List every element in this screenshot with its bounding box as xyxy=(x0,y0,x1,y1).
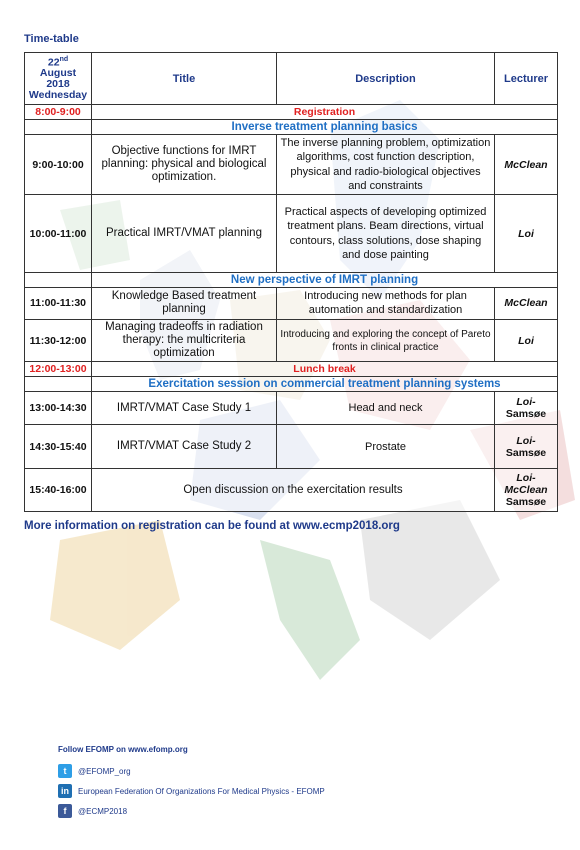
session-title: Objective functions for IMRT planning: physical and biological optimization. xyxy=(92,135,277,195)
session-lecturer: McClean xyxy=(495,135,558,195)
footer xyxy=(58,742,325,822)
linkedin-icon: in xyxy=(58,784,72,798)
section-heading: Exercitation session on commercial treatment planning systems xyxy=(92,377,558,392)
table-row xyxy=(25,425,558,469)
session-description: Prostate xyxy=(277,425,495,469)
follow-link[interactable]: Follow EFOMP on www.efomp.org xyxy=(58,744,188,754)
timetable xyxy=(24,52,558,512)
table-row xyxy=(25,362,558,377)
table-row xyxy=(25,392,558,425)
table-row xyxy=(25,288,558,320)
session-description: Practical aspects of developing optimized treatment plans. Beam directions, virtual contours, class solutions, dose shaping and dose painting xyxy=(277,195,495,273)
session-title: Practical IMRT/VMAT planning xyxy=(92,195,277,273)
twitter-link[interactable] xyxy=(58,762,325,780)
session-lecturer: Loi xyxy=(495,195,558,273)
session-time: 11:30-12:00 xyxy=(25,319,92,362)
session-lecturer: Loi- Samsøe xyxy=(495,392,558,425)
section-row xyxy=(25,120,558,135)
session-time: 10:00-11:00 xyxy=(25,195,92,273)
session-lecturer: Loi- Samsøe xyxy=(495,425,558,469)
header-description: Description xyxy=(277,53,495,105)
facebook-icon: f xyxy=(58,804,72,818)
session-time: 14:30-15:40 xyxy=(25,425,92,469)
table-row xyxy=(25,195,558,273)
table-row xyxy=(25,319,558,362)
twitter-handle: @EFOMP_org xyxy=(78,766,131,776)
session-time: 9:00-10:00 xyxy=(25,135,92,195)
twitter-icon: t xyxy=(58,764,72,778)
table-row xyxy=(25,105,558,120)
session-title: IMRT/VMAT Case Study 1 xyxy=(92,392,277,425)
facebook-link[interactable] xyxy=(58,802,325,820)
header-title: Title xyxy=(92,53,277,105)
facebook-handle: @ECMP2018 xyxy=(78,806,128,816)
header-date: 22nd August 2018 Wednesday xyxy=(25,53,92,105)
session-title: Managing tradeoffs in radiation therapy: the multicriteria optimization xyxy=(92,319,277,362)
session-lecturer: McClean xyxy=(495,288,558,320)
registration-label: Registration xyxy=(92,105,558,120)
linkedin-link[interactable] xyxy=(58,782,325,800)
session-description: The inverse planning problem, optimization algorithms, cost function description, physical and radio-biological objectives and constraints xyxy=(277,135,495,195)
linkedin-name: European Federation Of Organizations For Medical Physics - EFOMP xyxy=(78,786,325,796)
session-time: 11:00-11:30 xyxy=(25,288,92,320)
table-row xyxy=(25,135,558,195)
session-lecturer: Loi xyxy=(495,319,558,362)
registration-info: More information on registration can be found at www.ecmp2018.org xyxy=(24,520,400,532)
lunch-label: Lunch break xyxy=(92,362,558,377)
section-row xyxy=(25,273,558,288)
session-time: 13:00-14:30 xyxy=(25,392,92,425)
header-lecturer: Lecturer xyxy=(495,53,558,105)
section-heading: Inverse treatment planning basics xyxy=(92,120,558,135)
table-header-row xyxy=(25,53,558,105)
session-description: Introducing and exploring the concept of Pareto fronts in clinical practice xyxy=(277,319,495,362)
section-heading: New perspective of IMRT planning xyxy=(92,273,558,288)
table-row xyxy=(25,469,558,512)
session-title: Open discussion on the exercitation results xyxy=(92,469,495,512)
session-title: Knowledge Based treatment planning xyxy=(92,288,277,320)
session-time: 15:40-16:00 xyxy=(25,469,92,512)
session-title: IMRT/VMAT Case Study 2 xyxy=(92,425,277,469)
section-row xyxy=(25,377,558,392)
registration-time: 8:00-9:00 xyxy=(25,105,92,120)
session-lecturer: Loi- McClean Samsøe xyxy=(495,469,558,512)
lunch-time: 12:00-13:00 xyxy=(25,362,92,377)
session-description: Introducing new methods for plan automation and standardization xyxy=(277,288,495,320)
session-description: Head and neck xyxy=(277,392,495,425)
page-title: Time-table xyxy=(24,33,79,45)
